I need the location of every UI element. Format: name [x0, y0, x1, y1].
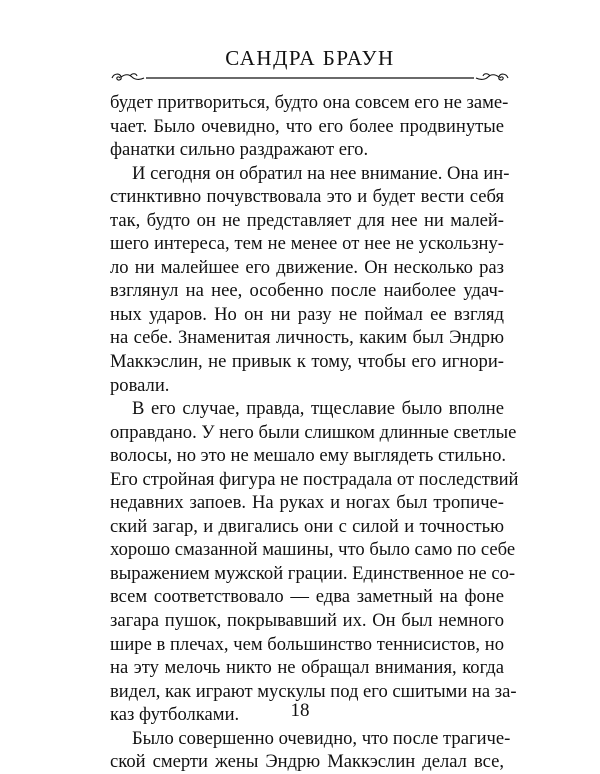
- text-line: шире в плечах, чем большинство теннисистов, но: [110, 633, 504, 655]
- text-line: ло ни малейшее его движение. Он несколько раз: [110, 256, 504, 278]
- running-head: [110, 40, 510, 82]
- text-line: каз футболками.: [110, 704, 240, 726]
- text-line: недавних запоев. На руках и ногах был тропиче-: [110, 492, 504, 514]
- text-line: будет притвориться, будто она совсем его не заме-: [110, 92, 509, 113]
- text-line: шего интереса, тем не менее от нее не ускользну-: [110, 233, 504, 255]
- text-line: Его стройная фигура не пострадала от последствий: [110, 468, 519, 490]
- text-line: В его случае, правда, тщеславие было вполне: [132, 398, 504, 420]
- text-line: ский загар, и двигались они с силой и точностью: [110, 515, 504, 537]
- text-line: Было совершенно очевидно, что после трагиче-: [132, 727, 511, 749]
- text-line: на себе. Знаменитая личность, каким был Эндрю: [110, 327, 504, 349]
- text-line: волосы, но это не мешало ему выглядеть стильно.: [110, 445, 507, 467]
- text-line: загара пушок, покрывавший их. Он был немного: [110, 610, 504, 632]
- text-line: И сегодня он обратил на нее внимание. Она ин-: [132, 162, 510, 184]
- page-number: 18: [290, 700, 310, 721]
- text-line: хорошо смазанной машины, что было само по себе: [110, 539, 516, 561]
- text-line: ской смерти жены Эндрю Маккэслин делал все,: [110, 751, 504, 773]
- text-line: фанатки сильно раздражают его.: [110, 139, 369, 161]
- text-line: ровали.: [110, 374, 170, 396]
- text-line: взглянул на нее, особенно после наиболее удач-: [110, 280, 504, 302]
- text-line: видел, как играют мускулы под его сшитыми на за-: [110, 680, 517, 702]
- text-line: стинктивно почувствовала это и будет вести себя: [110, 186, 504, 208]
- body-text: [110, 91, 519, 774]
- left-flourish-icon: [112, 74, 144, 80]
- text-line: на эту мелочь никто не обращал внимания, когда: [110, 657, 504, 679]
- text-line: Маккэслин, не привык к тому, чтобы его игнори-: [110, 351, 504, 373]
- text-line: оправдано. У него были слишком длинные светлые: [110, 421, 517, 443]
- text-line: всем соответствовало — едва заметный на фоне: [110, 586, 504, 608]
- text-line: выражением мужской грации. Единственное не со-: [110, 562, 516, 584]
- header-rule: [110, 70, 510, 84]
- text-line: ных ударов. Но он ни разу не поймал ее взгляд: [110, 303, 504, 325]
- text-line: чает. Было очевидно, что его более продвинутые: [110, 115, 504, 137]
- text-line: так, будто он не представляет для нее ни малей-: [110, 209, 504, 231]
- right-flourish-icon: [476, 74, 508, 80]
- header-title: САНДРА БРАУН: [225, 46, 395, 70]
